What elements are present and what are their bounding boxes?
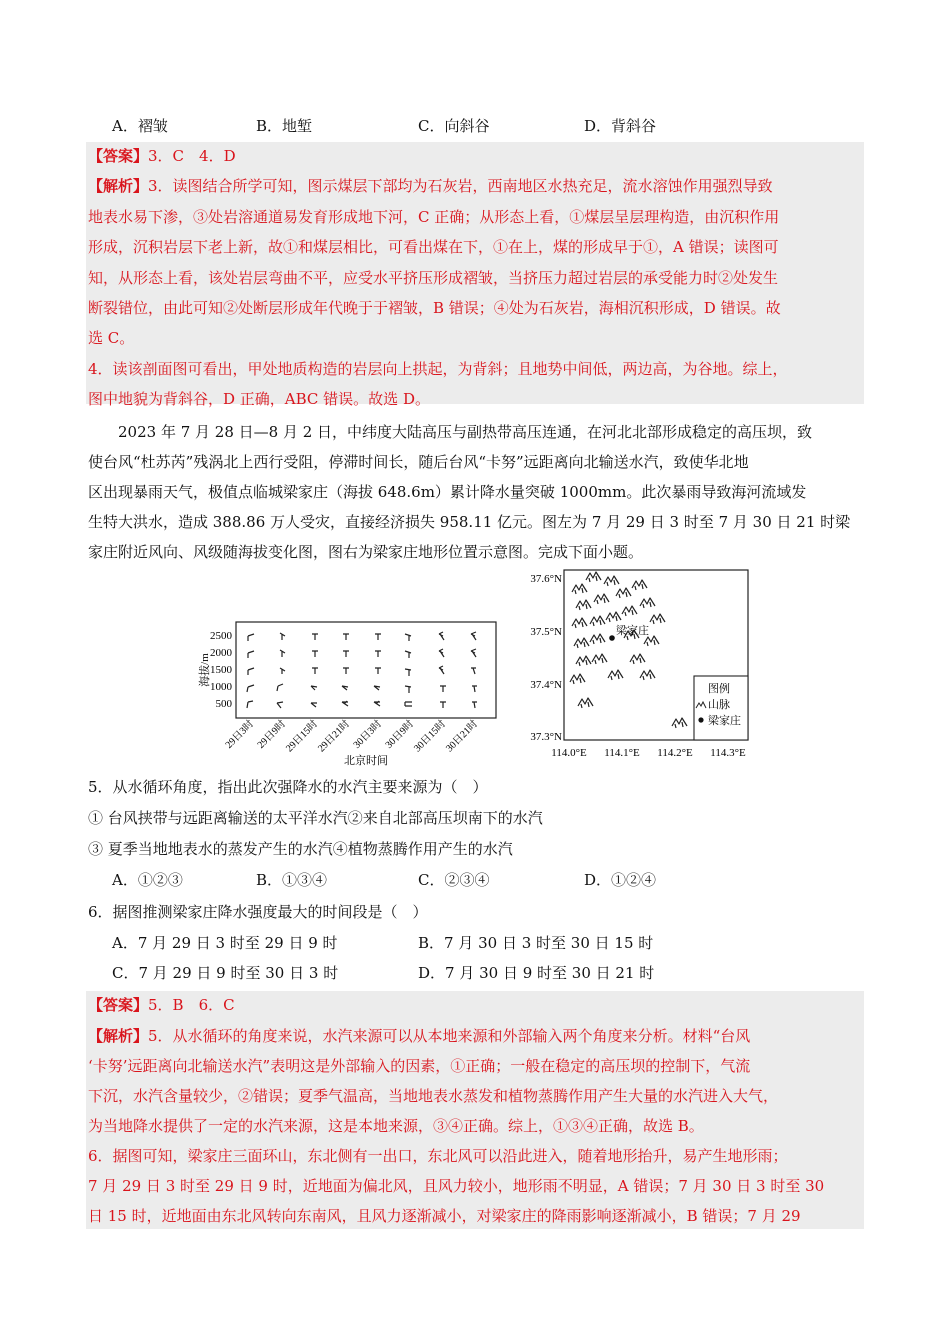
wind-barb-icon [248,634,254,641]
mountain-icon [576,600,591,610]
mountain-icon [616,588,631,598]
wind-barb-icon [471,649,476,657]
material-line-3: 区出现暴雨天气，极值点临城梁家庄（海拔 648.6m）累计降水量突破 1000mm。此次暴雨导致海河流域发 [88,483,807,501]
wind-barb-icon [248,668,254,675]
mountain-icon [578,698,593,708]
lon-ticks [551,747,746,759]
mountain-icon [622,606,637,616]
q6-option-d: D．7 月 30 日 9 时至 30 日 21 时 [418,964,655,982]
wind-barb-icon [280,668,285,674]
wind-barb-icon [405,651,411,658]
q5-option-a: A．①②③ [112,871,183,889]
y-ticks [210,630,233,710]
x-tick: 29日9时 [255,718,289,751]
mountain-icon [650,614,665,624]
wind-barb-icon [280,633,285,640]
village-label: 梁家庄 [616,625,649,637]
mountain-icon [590,616,605,626]
analysis-34-line-5: 断裂错位，由此可知②处断层形成年代晚于于褶皱，B 错误；④处为石灰岩，海相沉积形成，D 错误。故 [88,299,781,317]
mountain-icon [572,584,587,594]
wind-barb-icon [440,686,446,692]
wind-barb-icon [472,702,477,708]
x-tick: 30日21时 [444,718,481,755]
wind-barb-icon [439,632,444,640]
wind-barbs [247,632,477,708]
y-tick: 1000 [210,681,232,693]
mountain-icon [570,674,585,684]
mountain-icon [586,572,601,582]
y-tick: 2500 [210,630,232,642]
wind-barb-icon [375,668,381,674]
x-tick: 29日3时 [223,718,257,751]
answer-56 [88,995,235,1015]
analysis-56-line-2: ‘卡努’远距离向北输送水汽”表明这是外部输入的因素，①正确；一般在稳定的高压坝的控制下，气流 [88,1057,751,1075]
material-line-1: 2023 年 7 月 28 日—8 月 2 日，中纬度大陆高压与副热带高压连通，在河北北部形成稳定的高压坝，致 [118,423,813,441]
mountain-icon [576,656,591,666]
wind-barb-icon [374,701,380,706]
lat-tick: 37.6°N [530,573,562,585]
terrain-location-map [512,566,758,766]
answer-label: 【答案】 [88,996,149,1014]
mountain-icon [592,654,607,664]
wind-barb-icon [247,701,253,708]
mountain-icon [574,638,589,648]
mountain-icon [604,576,619,586]
analysis-34-line-2: 地表水易下渗，③处岩溶通道易发育形成地下河，C 正确；从形态上看，①煤层呈层理构造，由沉积作用 [88,208,780,226]
wind-barb-icon [343,651,349,657]
legend-village-label: 梁家庄 [708,715,741,727]
answer-label: 【答案】 [88,147,149,165]
lon-tick: 114.1°E [604,747,640,759]
analysis-34-line-4: 知，从形态上看，该处岩层弯曲不平，应受水平挤压形成褶皱，当挤压力超过岩层的承受能力时②处发生 [88,269,779,287]
analysis-56-line-7: 日 15 时，近地面由东北风转向东南风，且风力逐渐减小，对梁家庄的降雨影响逐渐减小，B 错误；7 月 29 [88,1207,801,1225]
q5-option-b: B．①③④ [256,871,328,889]
mountain-icon [632,580,647,590]
q6-option-a: A．7 月 29 日 3 时至 29 日 9 时 [112,934,338,952]
wind-barb-icon [277,702,283,708]
y-tick: 2000 [210,647,232,659]
q5-statement-1: ① 台风挟带与远距离输送的太平洋水汽②来自北部高压坝南下的水汽 [88,809,543,827]
mountain-icon [594,594,609,604]
wind-barb-icon [247,685,254,692]
mountain-icon [608,670,623,680]
wind-barb-icon [280,650,285,657]
wind-barb-icon [375,634,381,640]
mountain-icon [606,612,621,622]
q6-option-c: C．7 月 29 日 9 时至 30 日 3 时 [112,964,339,982]
wind-barb-icon [312,668,318,674]
material-line-4: 生特大洪水，造成 388.86 万人受灾，直接经济损失 958.11 亿元。图左为 7 月 29 日 3 时至 7 月 30 日 21 时梁 [88,513,851,531]
analysis-34-line-8: 图中地貌为背斜谷，D 正确，ABC 错误。故选 D。 [88,390,430,408]
wind-barb-icon [405,686,411,693]
lon-tick: 114.3°E [710,747,746,759]
q6-option-b: B．7 月 30 日 3 时至 30 日 15 时 [418,934,654,952]
analysis-34-line-7: 4．读该剖面图可看出，甲处地质构造的岩层向上拱起，为背斜；且地势中间低，两边高，为谷地。综上， [88,360,788,378]
legend-title: 图例 [708,683,730,695]
wind-barb-icon [405,702,412,706]
q6-stem: 6．据图推测梁家庄降水强度最大的时间段是（ ） [88,903,428,921]
mountain-icon [672,718,687,728]
analysis-label: 【解析】 [88,1027,149,1045]
wind-barb-icon [311,686,317,690]
mountain-icon [640,598,655,608]
material-line-2: 使台风“杜苏芮”残涡北上西行受阻，停滞时间长，随后台风“卡努”远距离向北输送水汽，致使华北地 [88,453,749,471]
wind-barb-icon [375,651,381,657]
lat-tick: 37.3°N [530,731,562,743]
q4-option-d: D．背斜谷 [584,117,657,135]
analysis-56-line-4: 为当地降水提供了一定的水汽来源，这是本地来源，③④正确。综上，①③④正确，故选 B。 [88,1117,704,1135]
q5-stem: 5．从水循环角度，指出此次强降水的水汽主要来源为（ ） [88,778,488,796]
q4-option-c: C．向斜谷 [418,117,490,135]
wind-barb-icon [405,634,411,641]
lat-tick: 37.5°N [530,626,562,638]
analysis-34-line-6: 选 C。 [88,329,135,347]
village-marker [609,635,615,641]
mountain-icon [590,634,605,644]
analysis-56-line-3: 下沉，水汽含量较少，②错误；夏季气温高，当地地表水蒸发和植物蒸腾作用产生大量的水汽进入大气， [88,1087,779,1105]
answer-text: 3．C 4．D [148,147,236,165]
wind-barb-icon [439,666,444,674]
x-tick: 29日21时 [316,718,353,755]
wind-barb-icon [343,668,349,674]
q4-option-b: B．地堑 [256,117,313,135]
wind-barb-icon [312,634,318,640]
mountain-icon [644,636,659,646]
wind-altitude-chart [190,612,510,772]
analysis-56-line-1: 【解析】5．从水循环的角度来说，水汽来源可以从本地来源和外部输入两个角度来分析。材料“台风 [88,1027,751,1045]
x-tick: 30日15时 [412,718,449,755]
wind-barb-icon [471,632,476,640]
y-tick: 500 [215,698,232,710]
analysis-56-line-5: 6．据图可知，梁家庄三面环山，东北侧有一出口，东北风可以沿此进入，随着地形抬升，易产生地形雨； [88,1147,788,1165]
q5-statement-2: ③ 夏季当地地表水的蒸发产生的水汽④植物蒸腾作用产生的水汽 [88,840,513,858]
legend-village-icon [698,717,703,722]
lon-tick: 114.2°E [657,747,693,759]
wind-barb-icon [374,686,380,690]
wind-barb-icon [471,668,476,674]
wind-barb-icon [248,651,254,658]
wind-barb-icon [405,669,411,676]
q5-option-d: D．①②④ [584,871,657,889]
wind-barb-icon [311,703,317,707]
wind-barb-icon [472,686,477,692]
x-axis-label: 北京时间 [344,755,388,767]
lon-tick: 114.0°E [551,747,587,759]
answer-text: 5．B 6．C [148,996,235,1014]
wind-barb-icon [312,651,318,657]
x-tick: 29日15时 [284,718,321,755]
q5-option-c: C．②③④ [418,871,490,889]
mountain-icon [572,618,587,628]
lat-tick: 37.4°N [530,679,562,691]
wind-barb-icon [342,701,348,706]
x-ticks [222,717,480,754]
x-tick: 30日9时 [383,718,417,751]
wind-barb-icon [342,686,348,690]
wind-barb-icon [343,634,349,640]
analysis-label: 【解析】 [88,177,149,195]
q4-option-a: A．褶皱 [112,117,168,135]
y-axis-label: 海拔/m [199,653,211,687]
mountain-icon [630,654,645,664]
chart-frame [236,622,496,718]
analysis-56-line-6: 7 月 29 日 3 时至 29 日 9 时，近地面为偏北风，且风力较小，地形雨不明显，A 错误；7 月 30 日 3 时至 30 [88,1177,825,1195]
y-tick: 1500 [210,664,232,676]
lat-ticks [530,573,562,743]
mountain-icon [640,670,655,680]
material-line-5: 家庄附近风向、风级随海拔变化图，图右为梁家庄地形位置示意图。完成下面小题。 [88,543,644,561]
wind-barb-icon [439,649,444,657]
analysis-34-line-3: 形成，沉积岩层下老上新，故①和煤层相比，可看出煤在下，①在上，煤的形成早于①，A 错误；读图可 [88,238,779,256]
wind-barb-icon [277,684,283,691]
legend-mountain-label: 山脉 [708,699,730,711]
answer-34 [88,146,236,166]
x-tick: 30日3时 [351,718,385,751]
mountains [570,572,687,728]
wind-barb-icon [440,702,446,708]
analysis-34-line-1: 【解析】3．读图结合所学可知，图示煤层下部均为石灰岩，西南地区水热充足，流水溶蚀作用强烈导致 [88,177,773,195]
